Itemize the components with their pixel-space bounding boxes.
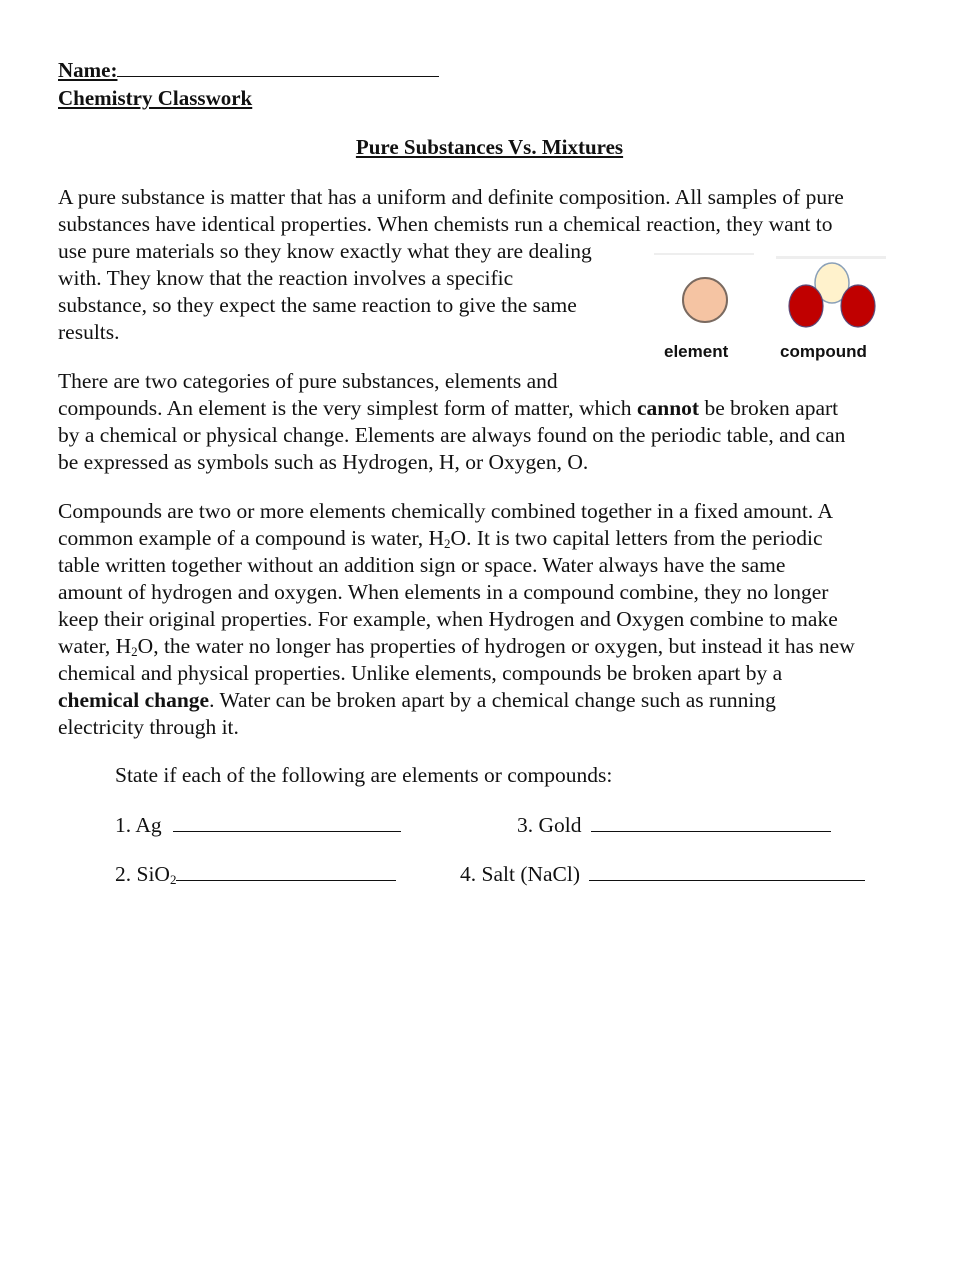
compound-label: compound: [780, 342, 867, 361]
text-line: table written together without an addition sign or space. Water always have the same: [58, 553, 786, 577]
text-line: chemical and physical properties. Unlike elements, compounds be broken apart by a: [58, 661, 783, 685]
name-blank[interactable]: [117, 62, 439, 77]
name-label: Name:: [58, 58, 118, 82]
paragraph-compounds: [58, 498, 958, 741]
subscript: 2: [444, 536, 451, 551]
element-label: element: [664, 342, 729, 361]
question-label: 1. Ag: [115, 813, 162, 837]
bold-cannot: cannot: [636, 396, 700, 420]
bold-chemical-change: chemical change: [58, 688, 210, 712]
question-2: [115, 862, 396, 887]
text-line: use pure materials so they know exactly what they are dealing: [58, 239, 592, 263]
answer-blank-2[interactable]: [176, 862, 396, 881]
name-field[interactable]: [58, 58, 439, 83]
text-span: O. It is two capital letters from the periodic: [450, 526, 823, 550]
answer-blank-3[interactable]: [591, 813, 831, 832]
text-line: keep their original properties. For example, when Hydrogen and Oxygen combine to make: [58, 607, 838, 631]
page-title: Pure Substances Vs. Mixtures: [355, 135, 624, 159]
text-span: be broken apart: [699, 396, 839, 420]
text-line: by a chemical or physical change. Elements are always found on the periodic table, and can: [58, 423, 846, 447]
text-line: [58, 687, 958, 714]
question-label: 2. SiO: [115, 862, 170, 886]
text-line: results.: [58, 320, 120, 344]
text-line: with. They know that the reaction involves a specific: [58, 266, 514, 290]
paragraph-categories: [58, 368, 958, 476]
question-1: [115, 813, 401, 838]
text-line: substances have identical properties. When chemists run a chemical reaction, they want to: [58, 212, 833, 236]
text-line: [58, 633, 958, 660]
text-line: [58, 395, 958, 422]
exercise-prompt: State if each of the following are elements or compounds:: [115, 763, 613, 787]
question-3: [517, 813, 831, 838]
question-label: 3. Gold: [517, 813, 582, 837]
text-span: compounds. An element is the very simplest form of matter, which: [58, 396, 637, 420]
atom-molecule-icon: [650, 250, 895, 340]
text-span: water, H: [58, 634, 132, 658]
text-span: common example of a compound is water, H: [58, 526, 445, 550]
text-line: substance, so they expect the same reaction to give the same: [58, 293, 577, 317]
text-line: There are two categories of pure substances, elements and: [58, 369, 558, 393]
text-line: amount of hydrogen and oxygen. When elements in a compound combine, they no longer: [58, 580, 829, 604]
question-4: [460, 862, 865, 887]
element-compound-figure: [650, 250, 895, 365]
subtitle: Chemistry Classwork: [58, 86, 253, 110]
question-label: 4. Salt (NaCl): [460, 862, 581, 886]
text-line: electricity through it.: [58, 715, 239, 739]
text-span: O, the water no longer has properties of hydrogen or oxygen, but instead it has new: [137, 634, 855, 658]
text-span: . Water can be broken apart by a chemical change such as running: [209, 688, 776, 712]
answer-blank-4[interactable]: [589, 862, 865, 881]
text-line: A pure substance is matter that has a uniform and definite composition. All samples of pure: [58, 185, 844, 209]
text-line: Compounds are two or more elements chemically combined together in a fixed amount. A: [58, 499, 833, 523]
text-line: [58, 525, 958, 552]
answer-blank-1[interactable]: [173, 813, 401, 832]
subscript: 2: [169, 872, 177, 887]
text-line: be expressed as symbols such as Hydrogen, H, or Oxygen, O.: [58, 450, 589, 474]
subscript: 2: [131, 644, 138, 659]
